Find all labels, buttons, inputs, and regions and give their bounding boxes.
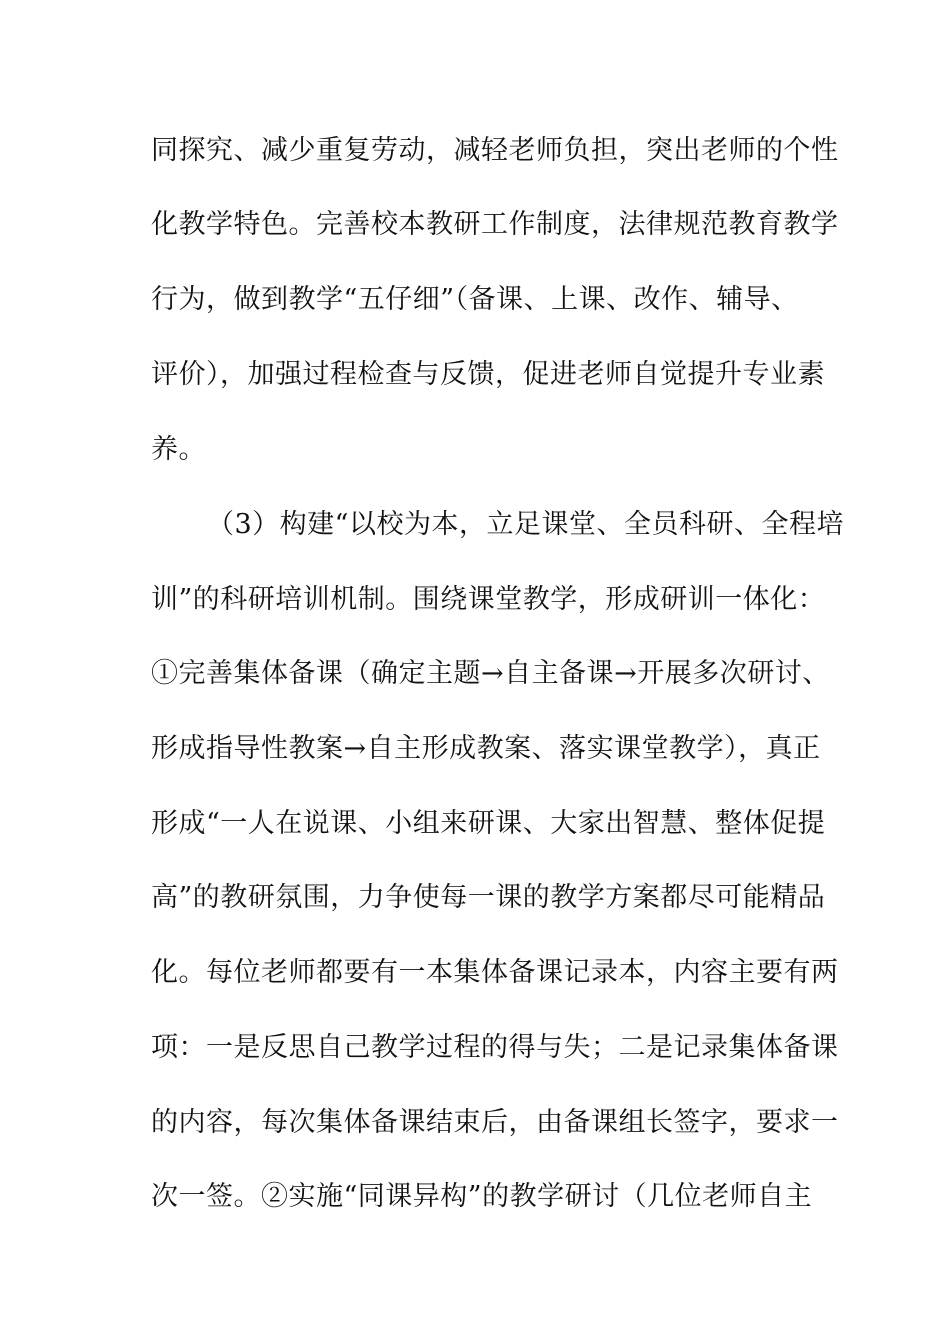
text-line: 行为，做到教学“五仔细”（备课、上课、改作、辅导、 — [151, 284, 799, 315]
text-line: 次一签。②实施“同课异构”的教学研讨（几位老师自主 — [151, 1181, 813, 1212]
text-line: 高”的教研氛围，力争使每一课的教学方案都尽可能精品 — [151, 882, 826, 913]
text-line: 形成指导性教案→自主形成教案、落实课堂教学），真正 — [151, 733, 821, 764]
text-line: 同探究、减少重复劳动，减轻老师负担，突出老师的个性 — [151, 135, 839, 166]
text-line: 化教学特色。完善校本教研工作制度，法律规范教育教学 — [151, 209, 839, 240]
text-line: 评价），加强过程检查与反馈，促进老师自觉提升专业素 — [151, 359, 825, 390]
paragraph-first-line: （3）构建“以校为本，立足课堂、全员科研、全程培 — [207, 509, 844, 540]
text-line: 训”的科研培训机制。围绕课堂教学，形成研训一体化： — [151, 584, 826, 615]
text-line: 的内容，每次集体备课结束后，由备课组长签字，要求一 — [151, 1107, 839, 1138]
text-line: ①完善集体备课（确定主题→自主备课→开展多次研讨、 — [151, 658, 830, 689]
text-line: 形成“一人在说课、小组来研课、大家出智慧、整体促提 — [151, 808, 826, 839]
text-line: 化。每位老师都要有一本集体备课记录本，内容主要有两 — [151, 957, 839, 988]
text-line: 养。 — [151, 434, 206, 465]
text-line: 项：一是反思自己教学过程的得与失；二是记录集体备课 — [151, 1032, 839, 1063]
